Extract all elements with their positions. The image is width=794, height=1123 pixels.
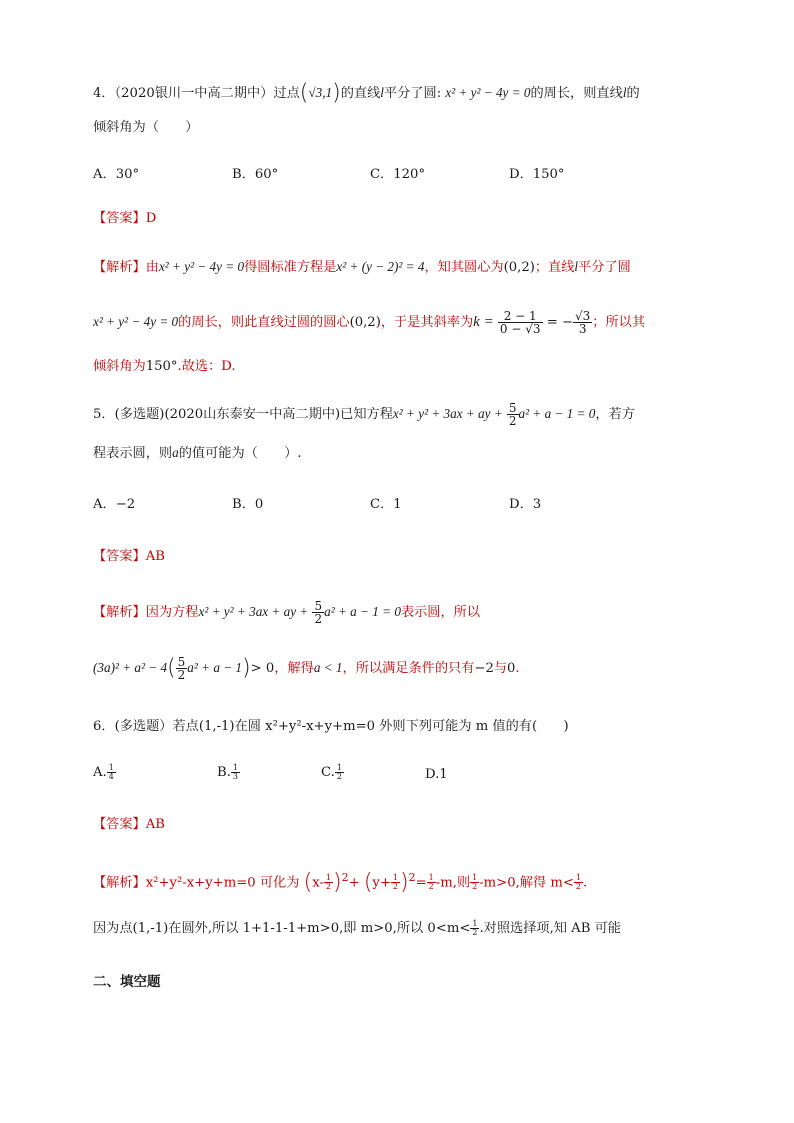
q6-analysis-line2: 因为点(1,-1)在圆外,所以 1+1-1-1+m>0,即 m>0,所以 0<m< $\frac{1}{2}$ .对照选择项,知 AB 可能 (93, 919, 621, 937)
q4-analysis-line2: x² + y² − 4y = 0的周长，则此直线过圆的圆心(0,2)，于是其斜率为k = $\frac{2 - 1}{0 - √3}$ = − $\frac{√3}{3}$ ；所以其 (93, 309, 646, 336)
q6-analysis-line1: 【解析】x²+y²-x+y+m=0 可化为 (x- $\frac{1}{2}$ )$^2$+ (y+ $\frac{1}{2}$ )$^2$= $\frac{1}{2}$ -m,则 $\frac{1}{2}$ -m>0,解得 m< $\frac{1}{2}$ . (93, 869, 588, 895)
q4-stem-line1: 4．（2020银川一中高二期中）过点(√3,1)的直线l平分了圆: x² + y² − 4y = 0的周长，则直线l的 (93, 80, 640, 106)
q5-stem-line1: 5．(多选题)(2020山东泰安一中高二期中)已知方程x² + y² + 3ax + ay + $\frac{5}{2}$ a² + a − 1 = 0，若方 (93, 401, 635, 428)
section-heading: 二、填空题 (93, 974, 161, 990)
q4-option-a: A．30° (93, 167, 140, 182)
q5-analysis-line1: 【解析】因为方程x² + y² + 3ax + ay + $\frac{5}{2}$ a² + a − 1 = 0表示圆，所以 (93, 599, 481, 626)
q4-option-b: B．60° (232, 167, 279, 182)
q5-option-c: C．1 (370, 497, 402, 512)
q5-option-b: B．0 (232, 497, 264, 512)
q6-answer: 【答案】AB (93, 817, 165, 832)
q4-stem-line2: 倾斜角为（ ） (93, 120, 199, 135)
q5-option-a: A．−2 (93, 497, 136, 512)
q4-option-c: C．120° (370, 167, 426, 182)
q5-stem-line2: 程表示圆，则a的值可能为（ ）. (93, 445, 302, 461)
q5-answer: 【答案】AB (93, 549, 165, 564)
q6-option-a: A. $\frac{1}{4}$ (93, 763, 114, 781)
q6-option-c: C. $\frac{1}{2}$ (321, 763, 342, 781)
q4-answer: 【答案】D (93, 211, 157, 226)
q4-analysis-line1: 【解析】由x² + y² − 4y = 0得圆标准方程是x² + (y − 2)² = 4，知其圆心为(0,2)；直线l平分了圆 (93, 259, 631, 275)
q4-option-d: D．150° (509, 167, 565, 182)
q5-option-d: D．3 (509, 497, 542, 512)
q6-stem: 6．(多选题）若点(1,-1)在圆 x²+y²-x+y+m=0 外则下列可能为 m 值的有( ) (93, 719, 569, 734)
q4-analysis-line3: 倾斜角为150°.故选：D. (93, 359, 236, 374)
q5-analysis-line2: (3a)² + a² − 4( $\frac{5}{2}$ a² + a − 1)> 0，解得a < 1，所以满足条件的只有−2与0. (93, 655, 520, 682)
q6-option-b: B. $\frac{1}{3}$ (217, 763, 238, 781)
q6-option-d: D.1 (425, 767, 448, 782)
